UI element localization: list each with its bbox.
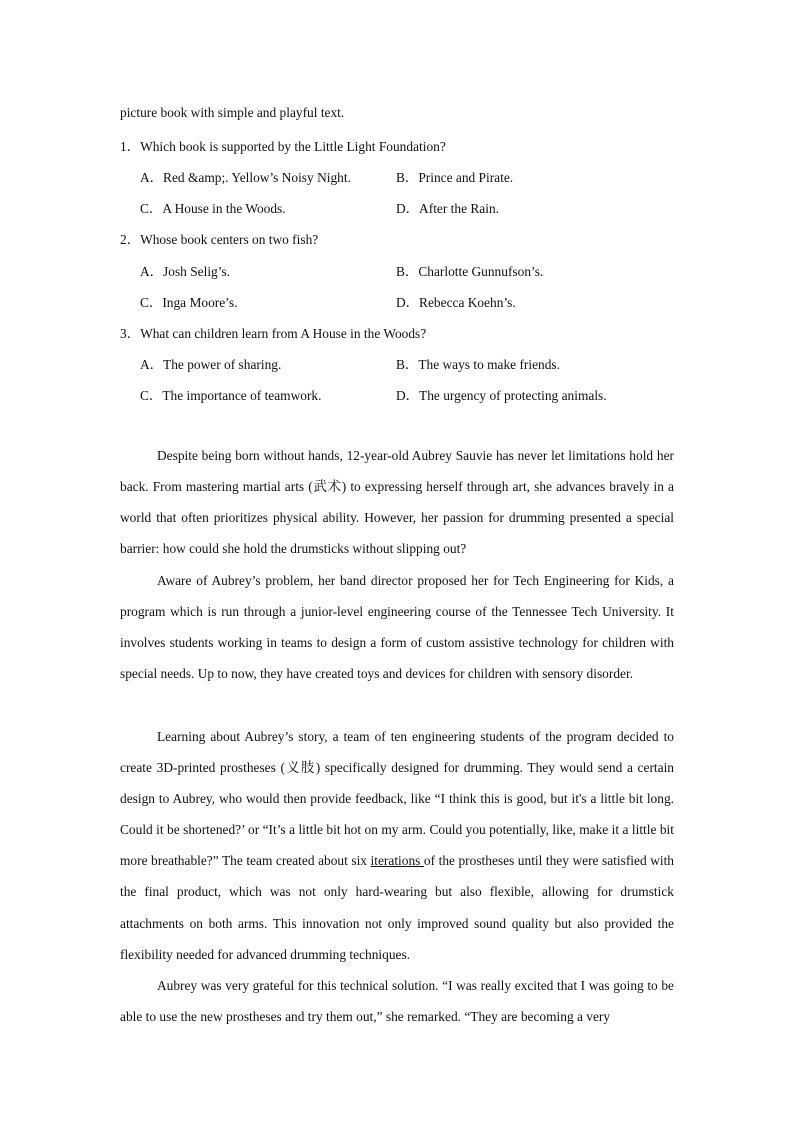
passage-paragraph-2: Aware of Aubrey’s problem, her band director proposed her for Tech Engineering for Kids, a program which is run through a junior-level engineering course of the Tennessee Tech University. It involves students working in teams to design a form of custom assistive technology for children with special needs. Up to now, they have created toys and devices for children with sensory disorder.	[120, 573, 674, 682]
question-2-option-d: D．Rebecca Koehn’s.	[396, 295, 516, 310]
passage-paragraph-3-text-after: of the prostheses until they were satisfied with the final product, which was not only hard-wearing but also flexible, allowing for drumstick attachments on both arms. This innovation not only improved sound quality but also provided the flexibility needed for advanced drumming techniques.	[120, 853, 674, 962]
passage-paragraph-4: Aubrey was very grateful for this technical solution. “I was really excited that I was going to be able to use the new prostheses and try them out,” she remarked. “They are becoming a very	[120, 978, 674, 1025]
passage-paragraph-3	[120, 721, 674, 970]
underlined-word-iterations: iterations	[370, 853, 424, 869]
question-2-option-c: C．Inga Moore’s.	[140, 295, 238, 310]
question-3-stem: 3．What can children learn from A House in the Woods?	[120, 326, 427, 341]
question-3-option-a: A．The power of sharing.	[140, 357, 282, 372]
question-2-stem: 2．Whose book centers on two fish?	[120, 232, 319, 247]
question-3-option-d: D．The urgency of protecting animals.	[396, 388, 607, 403]
question-2-option-b: B．Charlotte Gunnufson’s.	[396, 264, 544, 279]
question-1-option-a: A．Red &amp;. Yellow’s Noisy Night.	[140, 170, 351, 185]
question-1-stem: 1．Which book is supported by the Little Light Foundation?	[120, 139, 446, 154]
question-3-option-c: C．The importance of teamwork.	[140, 388, 322, 403]
question-1-option-d: D．After the Rain.	[396, 201, 500, 216]
question-1-option-b: B．Prince and Pirate.	[396, 170, 514, 185]
lead-line: picture book with simple and playful text.	[120, 105, 345, 120]
question-3-option-b: B．The ways to make friends.	[396, 357, 560, 372]
question-2-option-a: A．Josh Selig’s.	[140, 264, 231, 279]
passage-paragraph-1: Despite being born without hands, 12-year-old Aubrey Sauvie has never let limitations hold her back. From mastering martial arts (武术) to expressing herself through art, she advances bravely in a world that often prioritizes physical ability. However, her passion for drumming presented a special barrier: how could she hold the drumsticks without slipping out?	[120, 448, 674, 557]
question-1-option-c: C．A House in the Woods.	[140, 201, 286, 216]
passage-paragraph-3-text-before: Learning about Aubrey’s story, a team of ten engineering students of the program decided to create 3D-printed prostheses (义肢) specifically designed for drumming. They would send a certain design to Aubrey, who would then provide feedback, like “I think this is good, but it's a little bit long. Could it be shortened?’ or “It’s a little bit hot on my arm. Could you potentially, like, make it a little bit more breathable?” The team created about six	[120, 729, 674, 869]
